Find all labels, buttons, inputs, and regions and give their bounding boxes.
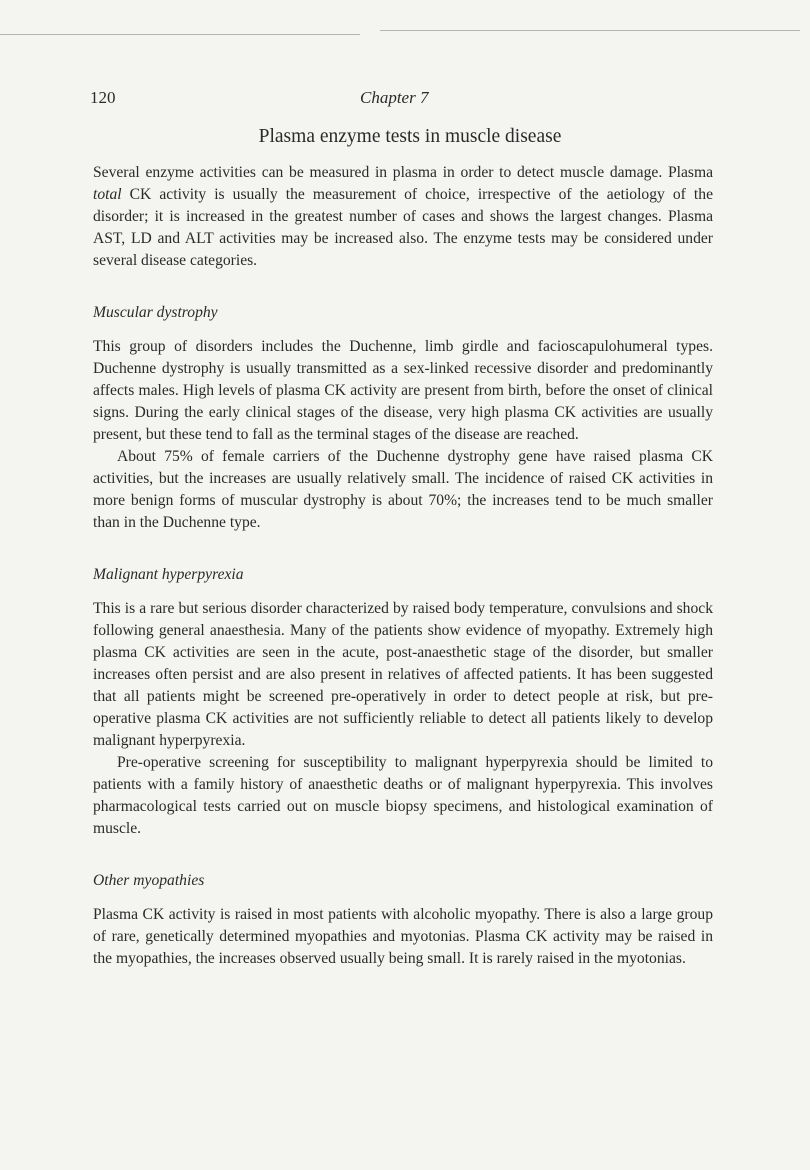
scan-edge-line	[0, 34, 360, 35]
section-heading: Malignant hyperpyrexia	[93, 566, 244, 583]
intro-text-1: Several enzyme activities can be measured in plasma in order to detect muscle damage. Plasma	[93, 164, 713, 181]
paragraph: Plasma CK activity is raised in most patients with alcoholic myopathy. There is also a large group of rare, genetically determined myopathies and myotonias. Plasma CK activity may be raised in the myopathies, the increases observed usually being small. It is rarely raised in the myotonias.	[93, 906, 713, 967]
section-heading: Other myopathies	[93, 872, 205, 889]
paragraph: This is a rare but serious disorder characterized by raised body temperature, convulsions and shock following general anaesthesia. Many of the patients show evidence of myopathy. Extremely high plasma CK activities are seen in the acute, post-anaesthetic stage of the disorder, but smaller increases often persist and are also present in relatives of affected patients. It has been suggested that all patients might be screened pre-operatively in order to detect people at risk, but pre-operative plasma CK activities are not sufficiently reliable to detect all patients likely to develop malignant hyperpyrexia.	[93, 600, 713, 749]
paragraph: This group of disorders includes the Duchenne, limb girdle and facioscapulohumeral types. Duchenne dystrophy is usually transmitted as a sex-linked recessive disorder and predominantly affects males. High levels of plasma CK activity are present from birth, before the onset of clinical signs. During the early clinical stages of the disease, very high plasma CK activities are usually present, but these tend to fall as the terminal stages of the disease are reached.	[93, 338, 713, 443]
scan-edge-line	[380, 30, 800, 31]
paragraph: About 75% of female carriers of the Duchenne dystrophy gene have raised plasma CK activities, but the increases are usually relatively small. The incidence of raised CK activities in more benign forms of muscular dystrophy is about 70%; the increases tend to be much smaller than in the Duchenne type.	[93, 448, 713, 531]
paragraph: Pre-operative screening for susceptibility to malignant hyperpyrexia should be limited to patients with a family history of anaesthetic deaths or of malignant hyperpyrexia. This involves pharmacological tests carried out on muscle biopsy specimens, and histological examination of muscle.	[93, 754, 713, 837]
page-body	[93, 162, 713, 970]
page-header	[90, 88, 730, 112]
chapter-label: Chapter 7	[360, 88, 429, 107]
intro-emphasis: total	[93, 186, 122, 203]
section-heading: Muscular dystrophy	[93, 304, 218, 321]
page-title: Plasma enzyme tests in muscle disease	[258, 126, 562, 147]
intro-text-2: CK activity is usually the measurement of choice, irrespective of the aetiology of the disorder; it is increased in the greatest number of cases and shows the largest changes. Plasma AST, LD and ALT activities may be increased also. The enzyme tests may be considered under several disease categories.	[93, 186, 713, 269]
intro-paragraph	[93, 162, 713, 272]
page-number: 120	[90, 88, 116, 107]
